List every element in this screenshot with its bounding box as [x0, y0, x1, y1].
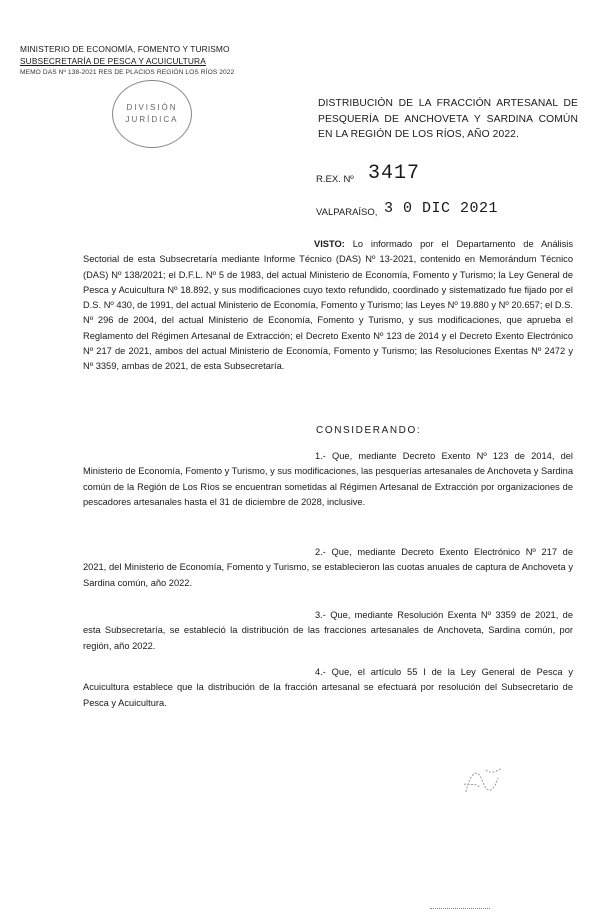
place-label: VALPARAÍSO,: [316, 207, 378, 218]
letterhead: [20, 44, 280, 79]
considerando-text-3: 3.- Que, mediante Resolución Exenta Nº 3359 de 2021, de esta Subsecretaría, se estableció la distribución de las fracciones artesanales de Anchoveta, Sardina común, por región, año 2022.: [83, 610, 573, 651]
stamp-line-2: JURÍDICA: [125, 115, 179, 124]
stamp-line-1: DIVISIÓN: [126, 103, 178, 112]
division-stamp: [112, 80, 192, 148]
resolution-label: R.EX. Nº: [316, 174, 354, 185]
considerando-item-4: [83, 665, 573, 711]
signature-mark: [456, 762, 516, 802]
footer-mark: [430, 908, 490, 909]
resolution-number: 3417: [368, 162, 421, 185]
considerando-text-2: 2.- Que, mediante Decreto Exento Electrónico Nº 217 de 2021, del Ministerio de Economía, Fomento y Turismo, se establecieron las cuotas anuales de captura de Anchoveta y Sardina común, año 2022.: [83, 547, 573, 588]
ministry-name: MINISTERIO DE ECONOMÍA, FOMENTO Y TURISMO: [20, 44, 230, 54]
visto-label: VISTO:: [314, 239, 345, 249]
document-title: DISTRIBUCIÓN DE LA FRACCIÓN ARTESANAL DE PESQUERÍA DE ANCHOVETA Y SARDINA COMÚN EN LA REGIÓN DE LOS RÍOS, AÑO 2022.: [318, 98, 578, 140]
considerando-item-2: [83, 545, 573, 591]
memo-reference: MEMO DAS Nº 138-2021 RES DE PLACIOS REGIÓN LOS RÍOS 2022: [20, 69, 235, 76]
visto-paragraph: [83, 237, 573, 375]
considerando-item-3: [83, 608, 573, 654]
considerando-heading: CONSIDERANDO:: [316, 425, 422, 436]
considerando-text-4: 4.- Que, el artículo 55 I de la Ley General de Pesca y Acuicultura establece que la distribución de la fracción artesanal se efectuará por resolución del Subsecretario de Pesca y Acuicultura.: [83, 667, 573, 708]
visto-text: Lo informado por el Departamento de Análisis Sectorial de esta Subsecretaría mediante Informe Técnico (DAS) Nº 13-2021, contenido en Memorándum Técnico (DAS) Nº 138/2021; el D.F.L. Nº 5 de 1983, del actual Ministerio de Economía, Fomento y Turismo; la Ley General de Pesca y Acuicultura Nº 18.892, y sus modificaciones cuyo texto refundido, coordinado y sistematizado fue fijado por el D.S. Nº 430, de 1991, del actual Ministerio de Economía, Fomento y Turismo; las Leyes Nº 19.880 y Nº 20.657; el D.S. Nº 296 de 2004, del actual Ministerio de Economía, Fomento y Turismo, y sus modificaciones, que aprueba el Reglamento del Régimen Artesanal de Extracción; el Decreto Exento Nº 123 de 2014 y el Decreto Exento Electrónico Nº 217 de 2021, ambos del actual Ministerio de Economía, Fomento y Turismo; las Resoluciones Exentas Nº 2472 y Nº 3359, ambas de 2021, de esta Subsecretaría.: [83, 239, 573, 372]
subsecretariat-name: SUBSECRETARÍA DE PESCA Y ACUICULTURA: [20, 55, 206, 66]
considerando-item-1: [83, 449, 573, 510]
resolution-date: 3 0 DIC 2021: [384, 200, 499, 217]
considerando-text-1: 1.- Que, mediante Decreto Exento Nº 123 de 2014, del Ministerio de Economía, Fomento y Turismo, y sus modificaciones, las pesquerías artesanales de Anchoveta y Sardina común de la Región de Los Ríos se encuentran sometidas al Régimen Artesanal de Extracción por organizaciones de pescadores artesanales hasta el 31 de diciembre de 2028, inclusive.: [83, 451, 573, 507]
